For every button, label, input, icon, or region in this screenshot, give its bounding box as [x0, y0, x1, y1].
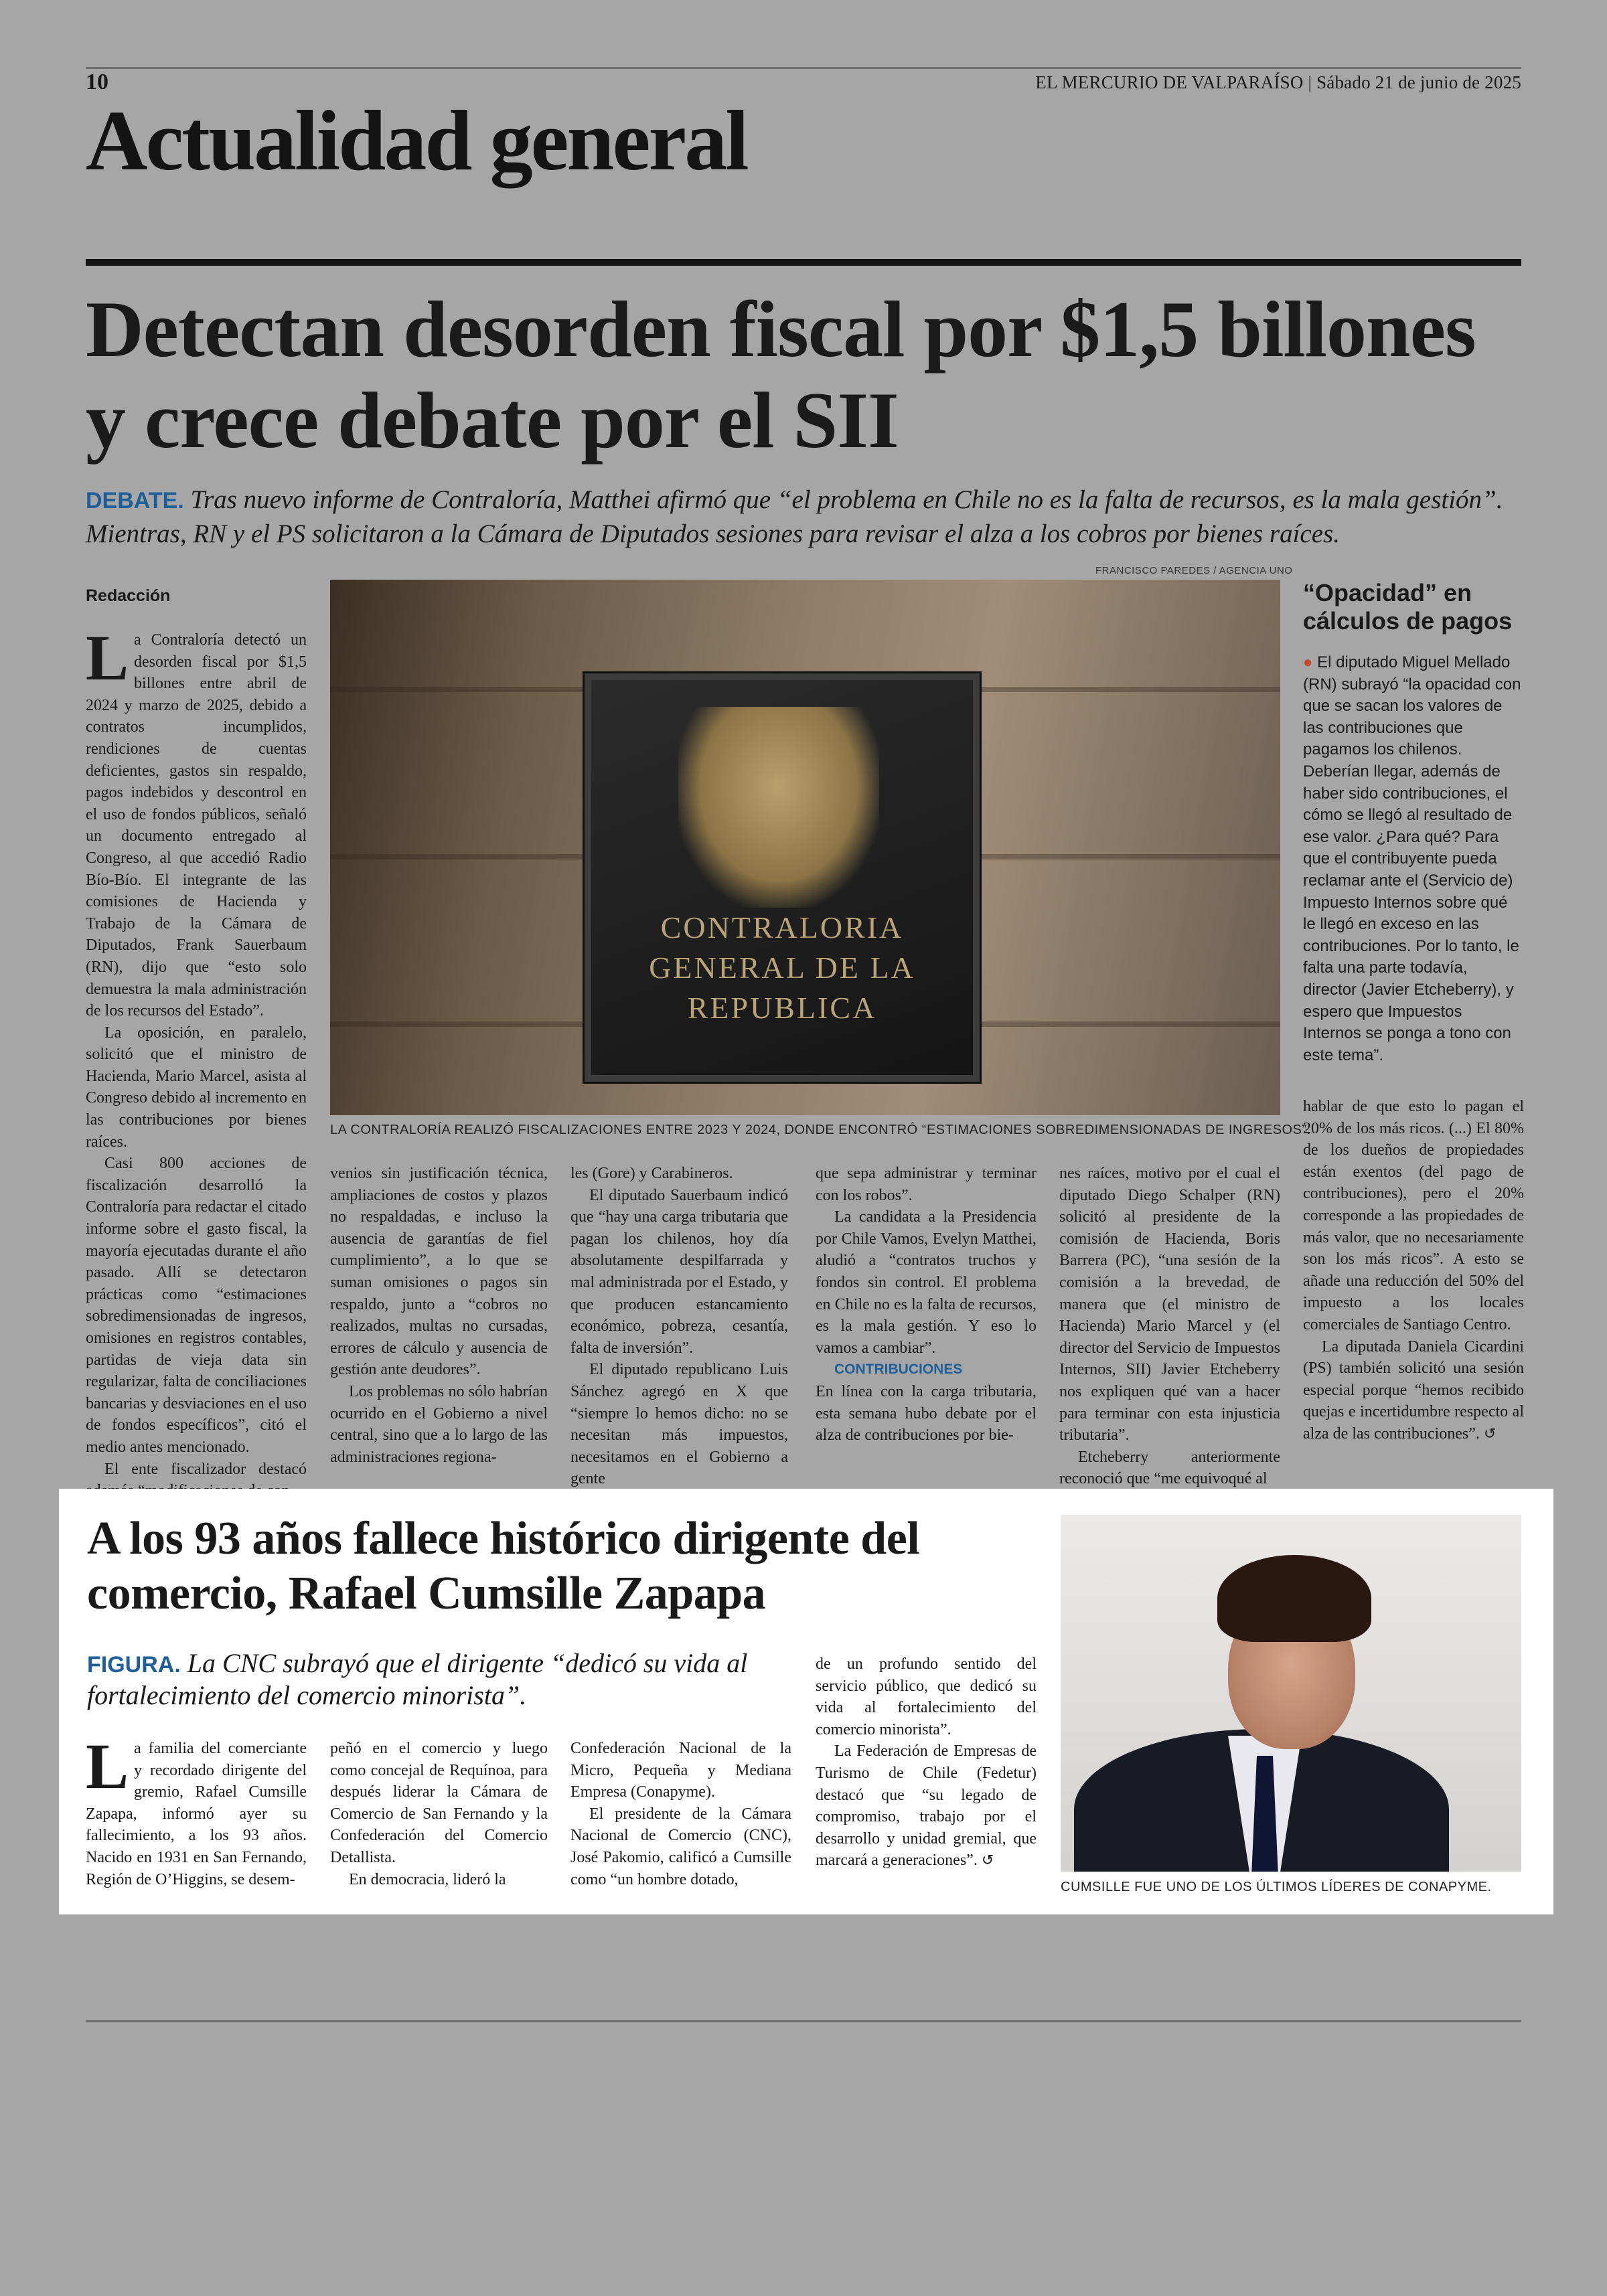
article-paragraph: Etcheberry anteriormente reconoció que “me equivoqué al	[1059, 1448, 1280, 1488]
article-paragraph: La familia del comerciante y recordado dirigente del gremio, Rafael Cumsille Zapapa, informó ayer su fallecimiento, a los 93 años. Nacido en 1931 en San Fernando, Región de O’Higgins, se desem-	[86, 1730, 307, 1888]
portrait-caption: CUMSILLE FUE UNO DE LOS ÚLTIMOS LÍDERES DE CONAPYME.	[1061, 1880, 1492, 1894]
article-paragraph: que sepa administrar y terminar con los robos”.	[816, 1165, 1037, 1204]
article-column-1	[86, 622, 307, 1502]
section-title: Actualidad general	[86, 93, 747, 188]
bullet-dot-icon: ●	[1303, 653, 1313, 671]
article-paragraph: hablar de que esto lo pagan el 20% de los más ricos. (...) El 80% de los dueños de propiedades están exentos (del pago de contribuciones), pero el 20% corresponde a las propiedades de más valor, que no necesariamente son los más ricos”. A esto se añade una reducción del 50% del impuesto a los locales comerciales de Santiago Centro.	[1303, 1098, 1524, 1333]
article-paragraph: En línea con la carga tributaria, esta semana hubo debate por el alza de contribuciones por bie-	[816, 1382, 1037, 1445]
article-paragraph: La Federación de Empresas de Turismo de Chile (Fedetur) destacó que “su legado de compromiso, trabajo por el desarrollo y unidad gremial, que marcará a generaciones”. ↺	[816, 1742, 1037, 1870]
article-column-2	[330, 1163, 548, 1468]
main-headline: Detectan desorden fiscal por $1,5 billones y crece debate por el SII	[86, 284, 1476, 465]
end-mark-icon: ↺	[1483, 1425, 1497, 1443]
article-paragraph: El presidente de la Cámara Nacional de Comercio (CNC), José Pakomio, calificó a Cumsille como “un hombre dotado,	[570, 1805, 791, 1888]
article-paragraph: venios sin justificación técnica, ampliaciones de costos y plazos no respaldadas, e incluso la ausencia de garantías de fiel cumplimiento”, a lo que se suman omisiones o pagos sin respaldo, junto a “cobros no realizados, multas no cursadas, errores de cálculo y ausencia de gestión ante deudores”.	[330, 1165, 548, 1379]
deck-text: La CNC subrayó que el dirigente “dedicó su vida al fortalecimiento del comercio minorista”.	[87, 1648, 748, 1710]
contraloria-plaque	[585, 673, 980, 1082]
article-paragraph: Confederación Nacional de la Micro, Pequeña y Mediana Empresa (Conapyme).	[570, 1740, 791, 1801]
bottom-rule	[86, 2020, 1521, 2022]
second-column-2	[330, 1738, 548, 1890]
article-column-6	[1303, 1096, 1524, 1446]
deck-kicker: DEBATE.	[86, 488, 184, 513]
article-paragraph: Casi 800 acciones de fiscalización desarrolló la Contraloría para redactar el citado informe sobre el gasto fiscal, la mayoría ejecutadas durante el año pasado. Allí se detectaron prácticas como “estimaciones sobredimensionadas de ingresos, omisiones en registros contables, partidas de vieja data sin regularizar, falta de conciliaciones bancarias y desviaciones en el uso de fondos específicos”, citó el medio antes mencionado.	[86, 1155, 307, 1456]
plaque-inscription: CONTRALORIA GENERAL DE LA REPUBLICA	[649, 910, 915, 1025]
section-rule	[86, 259, 1521, 266]
sidebar-body: ● El diputado Miguel Mellado (RN) subrayó “la opacidad con que se sacan los valores de las contribuciones que pagamos los chilenos. Deberían llegar, además de haber sido contribuciones, el cómo se llegó al resultado de ese valor. ¿Para qué? Para que el contribuyente pueda reclamar ante el (Servicio de) Impuesto Internos sobre qué le llegó en exceso en las contribuciones. Por lo tanto, le falta una parte todavía, director (Javier Etcheberry), y espero que Impuestos Internos se ponga a tono con este tema”.	[1303, 653, 1521, 1064]
end-mark-icon: ↺	[981, 1852, 994, 1870]
dropcap: L	[86, 622, 129, 693]
deck-text: Tras nuevo informe de Contraloría, Matthei afirmó que “el problema en Chile no es la falta de recursos, es la mala gestión”. Mientras, RN y el PS solicitaron a la Cámara de Diputados sesiones para revisar el alza a los cobros por bienes raíces.	[86, 485, 1503, 548]
dropcap: L	[86, 1730, 129, 1802]
article-paragraph: En democracia, lideró la	[349, 1870, 506, 1888]
article-paragraph: El diputado Sauerbaum indicó que “hay una carga tributaria que pagan los chilenos, hoy día absolutamente despilfarrada y mal administrada por el Estado, y que producen estancamiento económico, pobreza, cesantía, falta de inversión”.	[570, 1186, 788, 1357]
page-number: 10	[86, 70, 108, 94]
top-rule	[86, 67, 1521, 69]
main-deck	[86, 483, 1525, 550]
deck-kicker: FIGURA.	[87, 1652, 181, 1677]
plaque-relief-figure	[678, 707, 879, 908]
second-column-1	[86, 1730, 307, 1890]
article-column-4	[816, 1163, 1037, 1447]
article-paragraph: El diputado republicano Luis Sánchez agregó en X que “siempre lo hemos dicho: no se necesitan más impuestos, necesitamos en el Gobierno a gente	[570, 1361, 788, 1488]
second-deck	[87, 1648, 757, 1711]
article-column-5	[1059, 1163, 1280, 1490]
second-headline: A los 93 años fallece histórico dirigente del comercio, Rafael Cumsille Zapapa	[87, 1513, 920, 1619]
portrait-hair	[1217, 1555, 1371, 1642]
article-paragraph: La Contraloría detectó un desorden fiscal por $1,5 billones entre abril de 2024 y marzo de 2025, debido a contratos incumplidos, rendiciones de cuentas deficientes, gastos sin respaldo, pagos indebidos y descontrol en el uso de fondos públicos, señaló un documento entregado al Congreso, al que accedió Radio Bío-Bío. El integrante de las comisiones de Hacienda y Trabajo de la Cámara de Diputados, Frank Sauerbaum (RN), dijo que “esto solo demuestra la mala administración de los recursos del Estado”.	[86, 622, 307, 1020]
article-column-3	[570, 1163, 788, 1490]
article-paragraph: La oposición, en paralelo, solicitó que el ministro de Hacienda, Mario Marcel, asista al Congreso debido al incremento en las contribuciones por bienes raíces.	[86, 1023, 307, 1151]
subhead-contribuciones: CONTRIBUCIONES	[834, 1362, 963, 1378]
article-paragraph: de un profundo sentido del servicio público, que dedicó su vida al fortalecimiento del comercio minorista”.	[816, 1655, 1037, 1738]
article-paragraph: La diputada Daniela Cicardini (PS) también solicitó una sesión especial porque “hemos recibido quejas e incertidumbre respecto al alza de las contribuciones”. ↺	[1303, 1337, 1524, 1443]
article-paragraph: Los problemas no sólo habrían ocurrido en el Gobierno a nivel central, sino que a lo largo de las administraciones regiona-	[330, 1382, 548, 1466]
sidebar-title: “Opacidad” en cálculos de pagos	[1303, 579, 1513, 635]
cumsille-portrait	[1061, 1515, 1521, 1872]
article-paragraph: nes raíces, motivo por el cual el diputado Diego Schalper (RN) solicitó al presidente de la comisión de Hacienda, Boris Barrera (PC), “una sesión de la comisión a la brevedad, de manera que (el ministro de Hacienda) Mario Marcel y (el director del Servicio de Impuestos Internos, SII) Javier Etcheberry nos expliquen qué van a hacer para terminar con esta injusticia tributaria”.	[1059, 1165, 1280, 1445]
article-paragraph: El ente fiscalizador destacó	[104, 1460, 307, 1478]
byline: Redacción	[86, 586, 171, 605]
article-paragraph: La candidata a la Presidencia por Chile Vamos, Evelyn Matthei, aludió a “contratos truchos y fondos sin control. El problema en Chile no es la falta de recursos, es la mala gestión. Y eso lo vamos a cambiar”.	[816, 1208, 1037, 1357]
article-paragraph: peñó en el comercio y luego como concejal de Requínoa, para después liderar la Cámara de Comercio de San Fernando y la Confederación del Comercio Detallista.	[330, 1740, 548, 1866]
masthead: EL MERCURIO DE VALPARAÍSO | Sábado 21 de junio de 2025	[1035, 72, 1521, 92]
article-paragraph: les (Gore) y Carabineros.	[570, 1165, 733, 1182]
photo-caption: LA CONTRALORÍA REALIZÓ FISCALIZACIONES ENTRE 2023 Y 2024, DONDE ENCONTRÓ “ESTIMACIONES SOBREDIMENSIONADAS DE INGRESOS”.	[330, 1123, 1311, 1137]
second-column-3	[570, 1738, 791, 1890]
contraloria-photo	[330, 580, 1280, 1115]
second-column-4	[816, 1653, 1037, 1872]
photo-credit: FRANCISCO PAREDES / AGENCIA UNO	[1095, 565, 1293, 576]
